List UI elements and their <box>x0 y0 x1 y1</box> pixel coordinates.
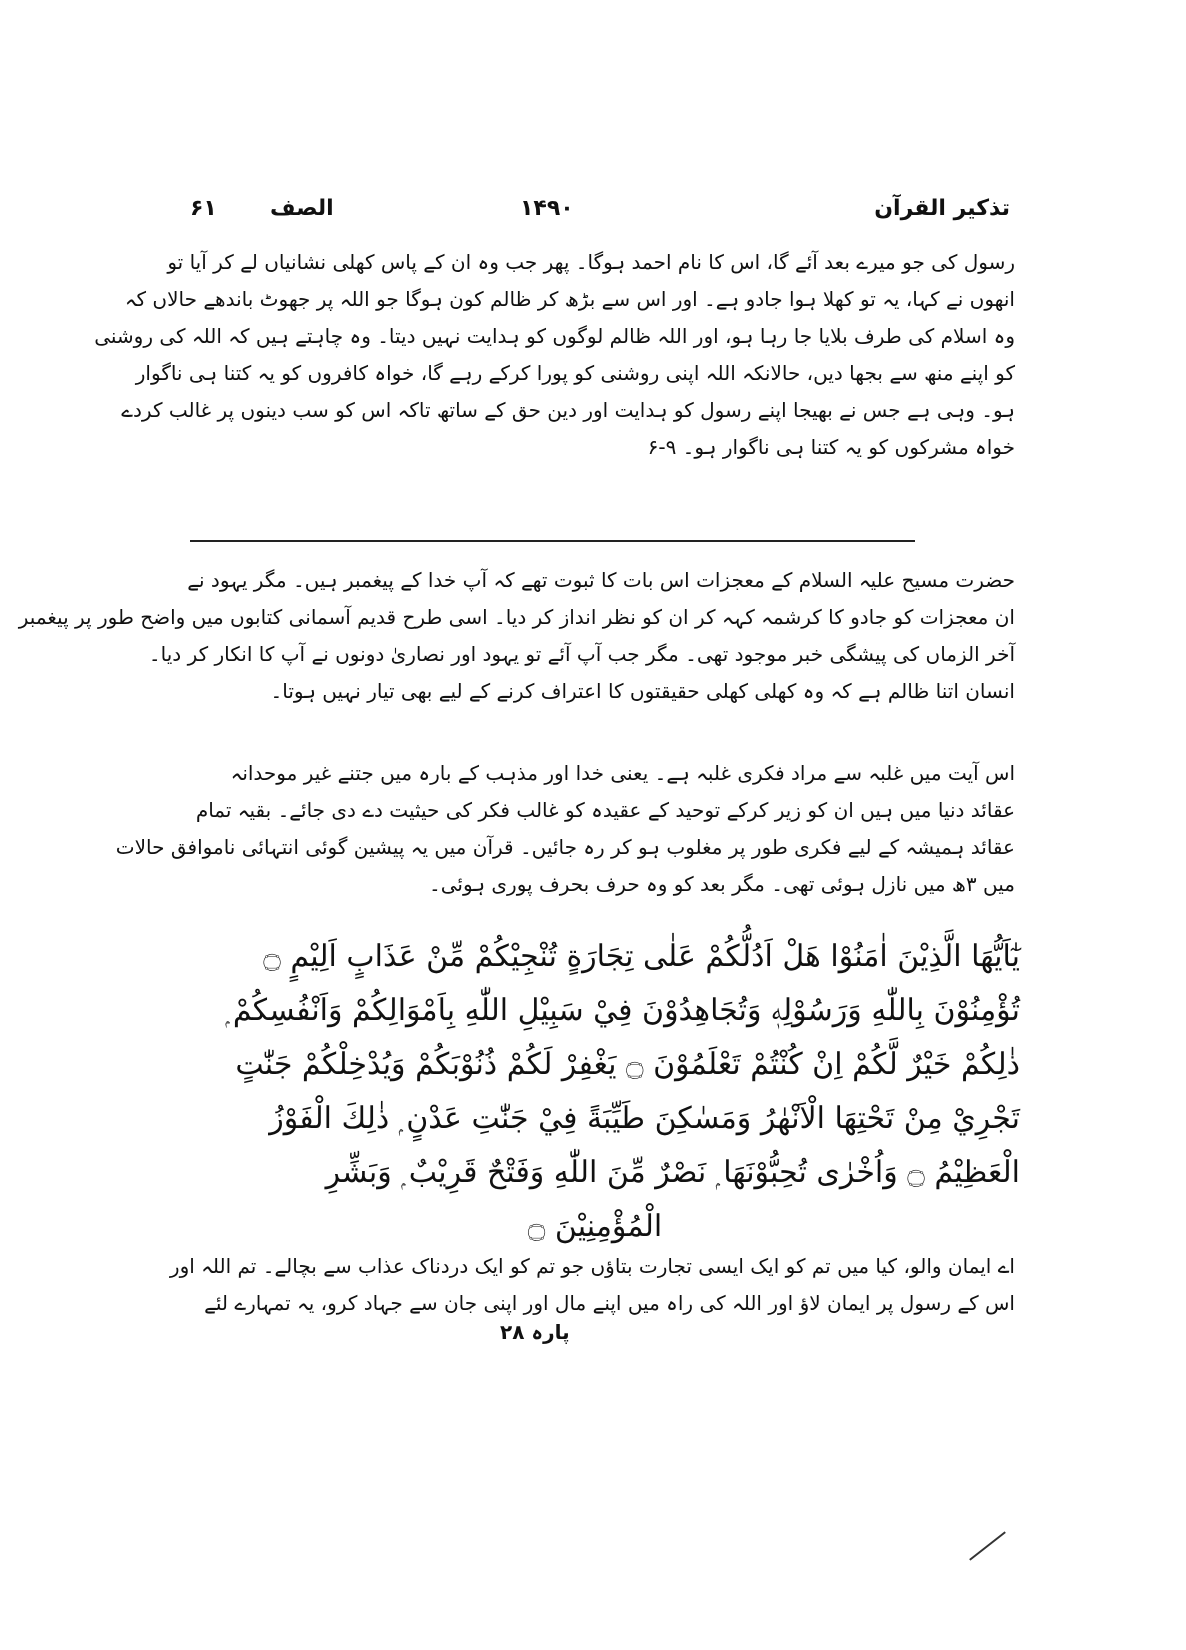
text-line: کو اپنے منھ سے بجھا دیں، حالانکہ اللہ اپنی روشنی کو پورا کرکے رہے گا، خواہ کافروں کو یہ کتنا ہی ناگوار <box>135 361 1015 385</box>
pen-mark <box>969 1531 1006 1560</box>
text-line: اے ایمان والو، کیا میں تم کو ایک ایسی تجارت بتاؤں جو تم کو ایک دردناک عذاب سے بچالے۔ تم اللہ اور <box>169 1254 1015 1278</box>
verse-line: تُؤْمِنُوْنَ بِاللّٰهِ وَرَسُوْلِهٖ وَتُجَاهِدُوْنَ فِيْ سَبِيْلِ اللّٰهِ بِاَمْوَالِكُمْ وَاَنْفُسِكُمْ ۭ <box>225 993 1020 1028</box>
commentary-paragraph-3 <box>115 755 1015 903</box>
text-line: عقائد ہمیشہ کے لیے فکری طور پر مغلوب ہو کر رہ جائیں۔ قرآن میں یہ پیشین گوئی انتہائی ناموافق حالات <box>115 835 1015 859</box>
surah-number: ۶۱ <box>190 196 217 221</box>
quran-verses <box>170 930 1020 1254</box>
text-line: انسان اتنا ظالم ہے کہ وہ کھلی کھلی حقیقتوں کا اعتراف کرنے کے لیے بھی تیار نہیں ہوتا۔ <box>270 679 1015 703</box>
text-line: وہ اسلام کی طرف بلایا جا رہا ہو، اور اللہ ظالم لوگوں کو ہدایت نہیں دیتا۔ وہ چاہتے ہیں کہ اللہ کی روشنی <box>94 324 1015 348</box>
verse-line: الْعَظِيْمُ ۝ وَاُخْرٰى تُحِبُّوْنَهَا ۭ نَصْرٌ مِّنَ اللّٰهِ وَفَتْحٌ قَرِيْبٌ ۭ وَبَشِّرِ <box>325 1155 1020 1190</box>
page-header <box>190 196 1010 236</box>
para-footer: پارہ ۲۸ <box>500 1320 570 1344</box>
verse-line: الْمُؤْمِنِيْنَ ۝ <box>527 1209 663 1244</box>
text-line: انھوں نے کہا، یہ تو کھلا ہوا جادو ہے۔ اور اس سے بڑھ کر ظالم کون ہوگا جو اللہ پر جھوٹ باندھے حالاں کہ <box>124 287 1015 311</box>
surah-name: الصف <box>270 196 334 221</box>
book-title: تذکیر القرآن <box>874 196 1010 221</box>
text-line: حضرت مسیح علیہ السلام کے معجزات اس بات کا ثبوت تھے کہ آپ خدا کے پیغمبر ہیں۔ مگر یہود نے <box>187 568 1015 592</box>
page-number: ۱۴۹۰ <box>520 196 574 221</box>
translation-paragraph <box>169 1248 1015 1322</box>
commentary-paragraph-2 <box>18 562 1015 710</box>
commentary-paragraph-1 <box>94 244 1015 466</box>
text-line: ہو۔ وہی ہے جس نے بھیجا اپنے رسول کو ہدایت اور دین حق کے ساتھ تاکہ اس کو سب دینوں پر غالب کردے <box>121 398 1015 422</box>
text-line: اس کے رسول پر ایمان لاؤ اور اللہ کی راہ میں اپنے مال اور اپنی جان سے جہاد کرو، یہ تمہارے لئے <box>204 1291 1015 1315</box>
text-line: ان معجزات کو جادو کا کرشمہ کہہ کر ان کو نظر انداز کر دیا۔ اسی طرح قدیم آسمانی کتابوں میں واضح طور پر پیغمبر <box>18 605 1015 629</box>
verse-line: ذٰلِكُمْ خَيْرٌ لَّكُمْ اِنْ كُنْتُمْ تَعْلَمُوْنَ ۝ يَغْفِرْ لَكُمْ ذُنُوْبَكُمْ وَيُدْخِلْكُمْ جَنّٰتٍ <box>235 1047 1020 1082</box>
text-line: اس آیت میں غلبہ سے مراد فکری غلبہ ہے۔ یعنی خدا اور مذہب کے بارہ میں جتنے غیر موحدانہ <box>230 761 1015 785</box>
text-line: رسول کی جو میرے بعد آئے گا، اس کا نام احمد ہوگا۔ پھر جب وہ ان کے پاس کھلی نشانیاں لے کر آیا تو <box>167 250 1015 274</box>
text-line: آخر الزماں کی پیشگی خبر موجود تھی۔ مگر جب آپ آئے تو یہود اور نصاریٰ دونوں نے آپ کا انکار کر دیا۔ <box>148 642 1015 666</box>
verse-line: يٰٓاَيُّهَا الَّذِيْنَ اٰمَنُوْا هَلْ اَدُلُّكُمْ عَلٰى تِجَارَةٍ تُنْجِيْكُمْ مِّنْ عَذَابٍ اَلِيْمٍ ۝ <box>263 939 1020 974</box>
verse-line: تَجْرِيْ مِنْ تَحْتِهَا الْاَنْهٰرُ وَمَسٰكِنَ طَيِّبَةً فِيْ جَنّٰتِ عَدْنٍ ۭ ذٰلِكَ الْفَوْزُ <box>269 1101 1020 1136</box>
section-divider <box>190 540 915 542</box>
text-line: عقائد دنیا میں ہیں ان کو زیر کرکے توحید کے عقیدہ کو غالب فکر کی حیثیت دے دی جائے۔ بقیہ تمام <box>195 798 1015 822</box>
text-line: میں ۳ھ میں نازل ہوئی تھی۔ مگر بعد کو وہ حرف بحرف پوری ہوئی۔ <box>429 872 1015 896</box>
text-line: خواہ مشرکوں کو یہ کتنا ہی ناگوار ہو۔ ۹-۶ <box>647 435 1015 459</box>
